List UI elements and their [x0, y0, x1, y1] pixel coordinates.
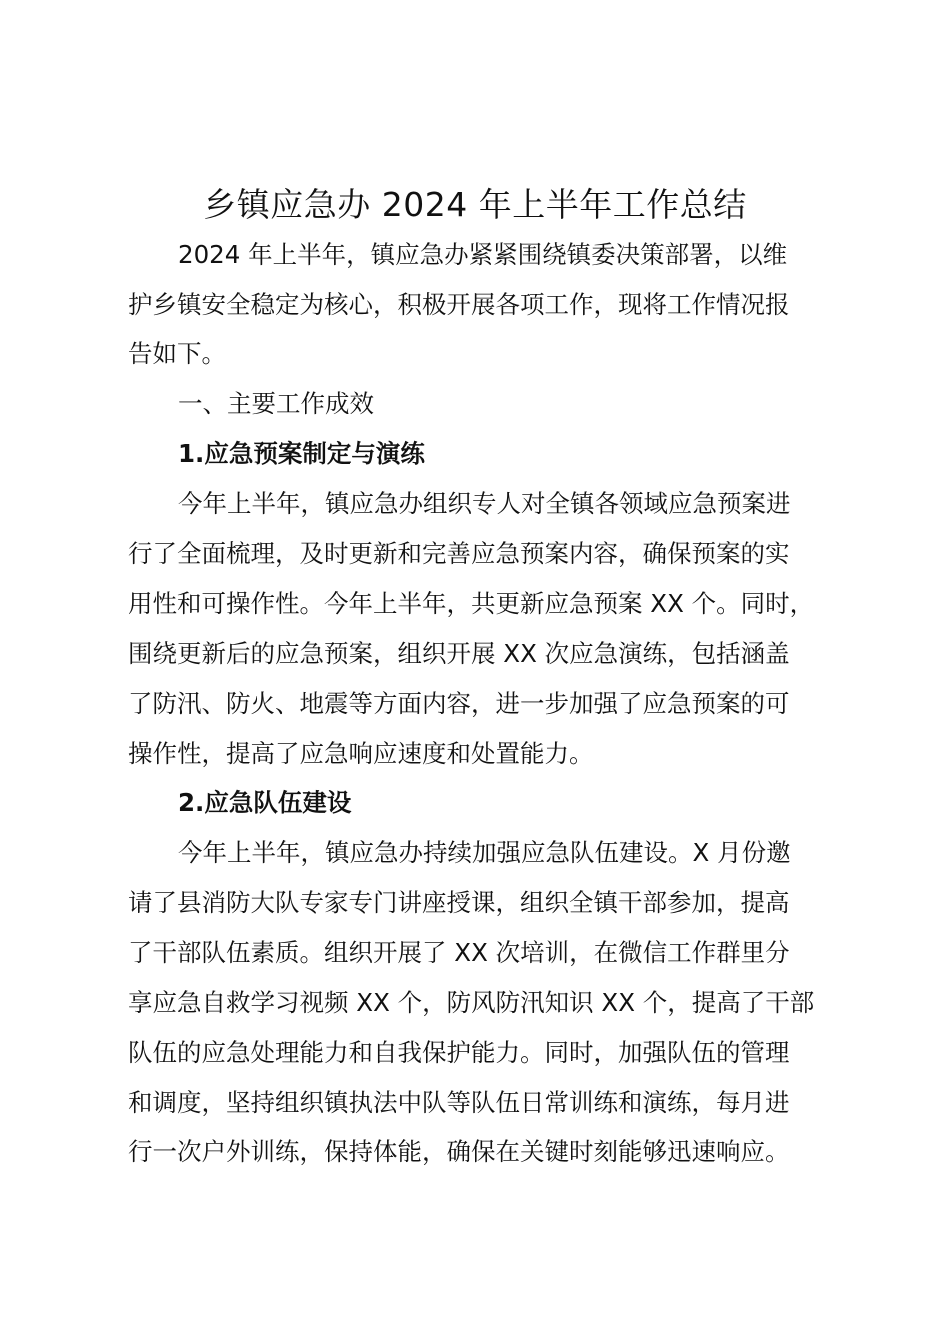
- sub2-line-2: 请了县消防大队专家专门讲座授课，组织全镇干部参加，提高: [128, 888, 790, 917]
- sub1-line-3: 用性和可操作性。今年上半年，共更新应急预案 XX 个。同时，: [128, 589, 815, 618]
- sub2-line-1: 今年上半年，镇应急办持续加强应急队伍建设。X 月份邀: [178, 838, 791, 867]
- sub1-line-2: 行了全面梳理，及时更新和完善应急预案内容，确保预案的实: [128, 539, 790, 568]
- sub2-line-7: 行一次户外训练，保持体能，确保在关键时刻能够迅速响应。: [128, 1137, 790, 1166]
- sub2-line-3: 了干部队伍素质。组织开展了 XX 次培训，在微信工作群里分: [128, 938, 790, 967]
- sub2-line-6: 和调度，坚持组织镇执法中队等队伍日常训练和演练，每月进: [128, 1088, 790, 1117]
- document-title: 乡镇应急办 2024 年上半年工作总结: [203, 185, 747, 224]
- intro-line-1: 2024 年上半年，镇应急办紧紧围绕镇委决策部署，以维: [178, 240, 788, 269]
- subsection-heading-2: 2.应急队伍建设: [178, 788, 352, 817]
- sub1-line-5: 了防汛、防火、地震等方面内容，进一步加强了应急预案的可: [128, 689, 790, 718]
- sub2-line-5: 队伍的应急处理能力和自我保护能力。同时，加强队伍的管理: [128, 1038, 790, 1067]
- sub1-line-6: 操作性，提高了应急响应速度和处置能力。: [128, 739, 594, 768]
- sub1-line-1: 今年上半年，镇应急办组织专人对全镇各领域应急预案进: [178, 489, 791, 518]
- section-heading-main-achievements: 一、主要工作成效: [178, 389, 374, 418]
- sub1-line-4: 围绕更新后的应急预案，组织开展 XX 次应急演练，包括涵盖: [128, 639, 790, 668]
- subsection-heading-1: 1.应急预案制定与演练: [178, 439, 425, 468]
- intro-line-2: 护乡镇安全稳定为核心，积极开展各项工作，现将工作情况报: [128, 290, 790, 319]
- sub2-line-4: 享应急自救学习视频 XX 个，防风防汛知识 XX 个，提高了干部: [128, 988, 815, 1017]
- intro-line-3: 告如下。: [128, 339, 226, 368]
